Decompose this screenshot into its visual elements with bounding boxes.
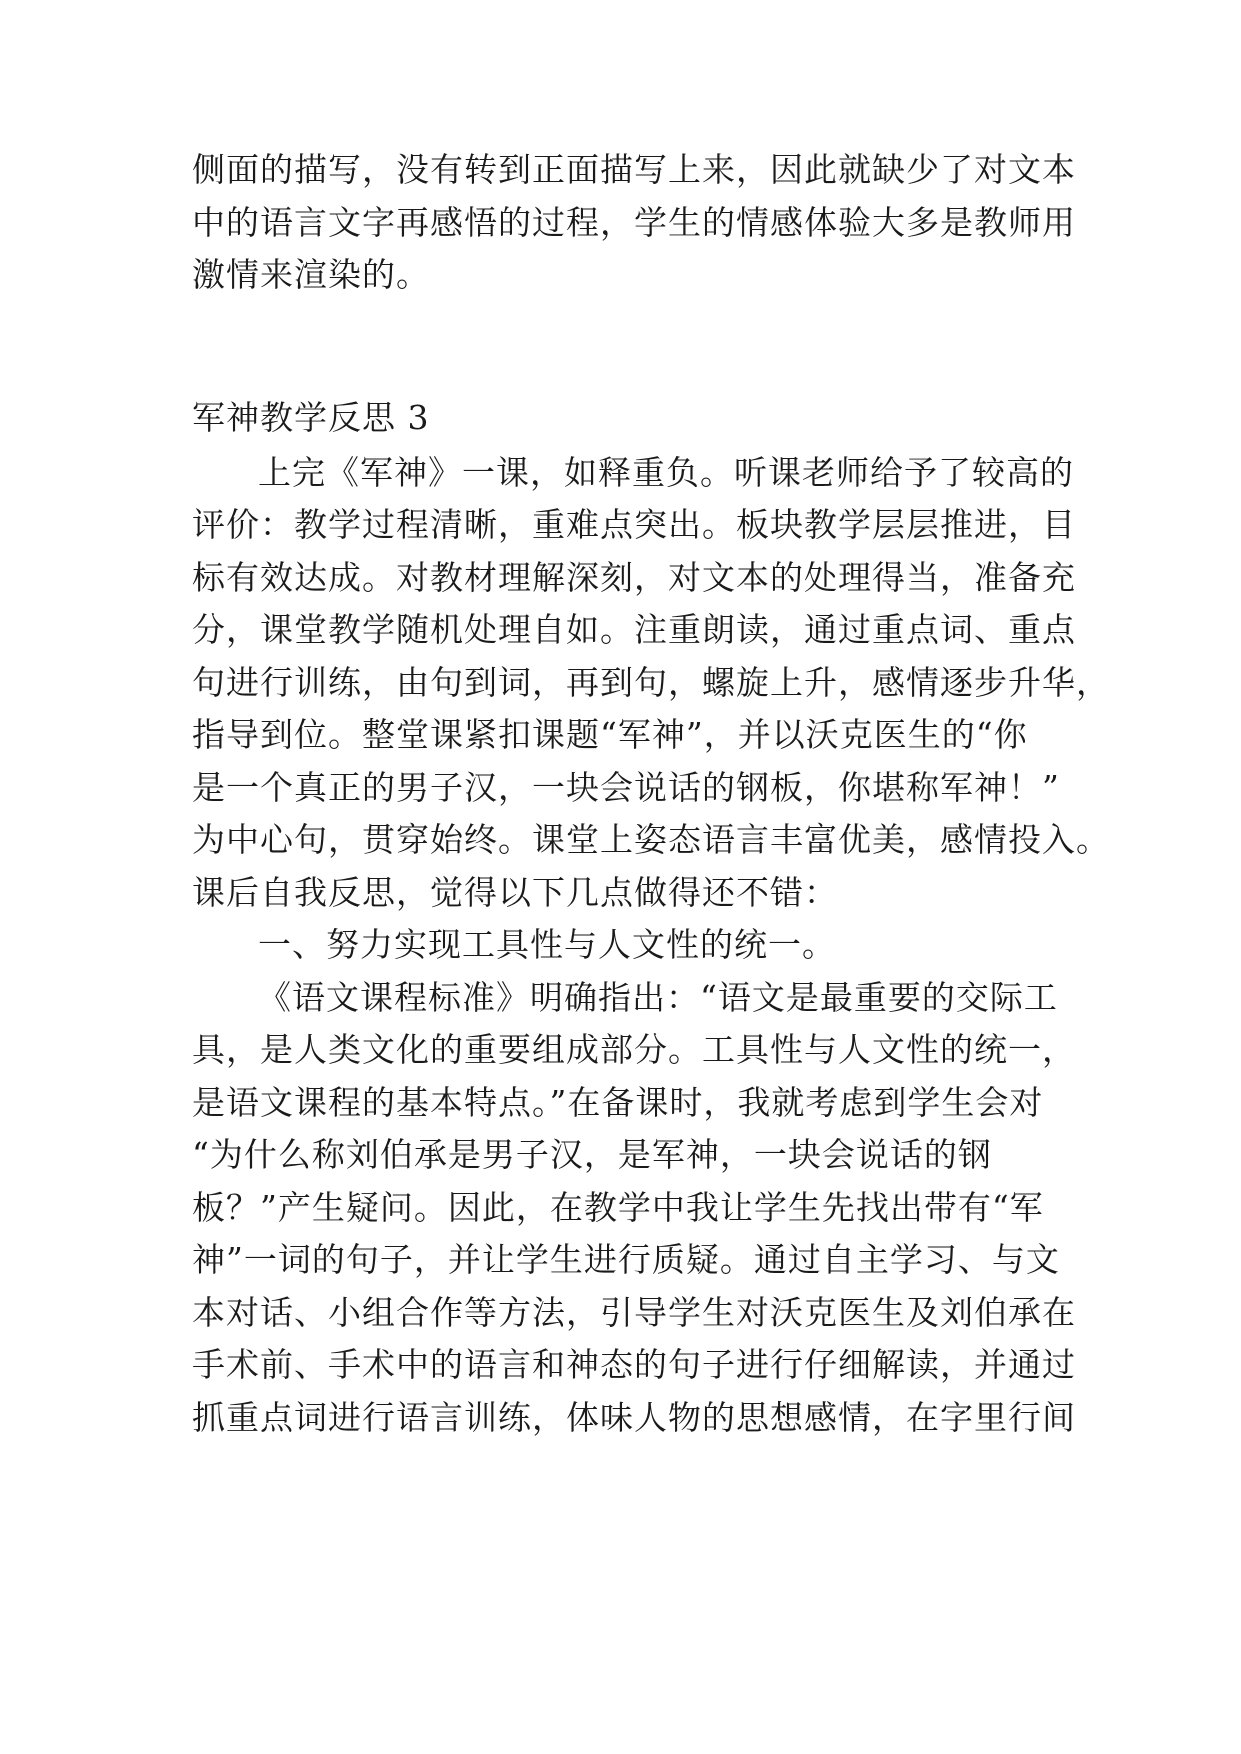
text-line: 神”一词的句子，并让学生进行质疑。通过自主学习、与文 [192, 1240, 1060, 1279]
text-line: “为什么称刘伯承是男子汉，是军神，一块会说话的钢 [192, 1135, 992, 1174]
text-line: 板？”产生疑问。因此，在教学中我让学生先找出带有“军 [192, 1188, 1044, 1227]
text-line: 侧面的描写，没有转到正面描写上来，因此就缺少了对文本 [192, 150, 1076, 189]
text-line: 是语文课程的基本特点。”在备课时，我就考虑到学生会对 [192, 1083, 1044, 1122]
text-line: 本对话、小组合作等方法，引导学生对沃克医生及刘伯承在 [192, 1293, 1076, 1332]
text-line: 为中心句，贯穿始终。课堂上姿态语言丰富优美，感情投入。 [192, 820, 1110, 859]
section-heading: 军神教学反思 3 [192, 398, 430, 437]
text-line: 是一个真正的男子汉，一块会说话的钢板，你堪称军神！” [192, 768, 1060, 807]
text-line: 手术前、手术中的语言和神态的句子进行仔细解读，并通过 [192, 1345, 1076, 1384]
subheading: 一、努力实现工具性与人文性的统一。 [258, 925, 836, 964]
text-line: 上完《军神》一课，如释重负。听课老师给予了较高的 [258, 453, 1074, 492]
text-line: 激情来渲染的。 [192, 255, 430, 294]
text-line: 中的语言文字再感悟的过程，学生的情感体验大多是教师用 [192, 203, 1076, 242]
text-line: 具，是人类文化的重要组成部分。工具性与人文性的统一， [192, 1030, 1076, 1069]
text-line: 抓重点词进行语言训练，体味人物的思想感情，在字里行间 [192, 1398, 1076, 1437]
text-line: 指导到位。整堂课紧扣课题“军神”，并以沃克医生的“你 [192, 715, 1028, 754]
text-line: 标有效达成。对教材理解深刻，对文本的处理得当，准备充 [192, 558, 1076, 597]
text-line: 分，课堂教学随机处理自如。注重朗读，通过重点词、重点 [192, 610, 1076, 649]
text-line: 《语文课程标准》明确指出：“语文是最重要的交际工 [258, 978, 1058, 1017]
text-line: 课后自我反思，觉得以下几点做得还不错： [192, 873, 838, 912]
text-line: 评价：教学过程清晰，重难点突出。板块教学层层推进，目 [192, 505, 1076, 544]
text-line: 句进行训练，由句到词，再到句，螺旋上升，感情逐步升华， [192, 663, 1110, 702]
